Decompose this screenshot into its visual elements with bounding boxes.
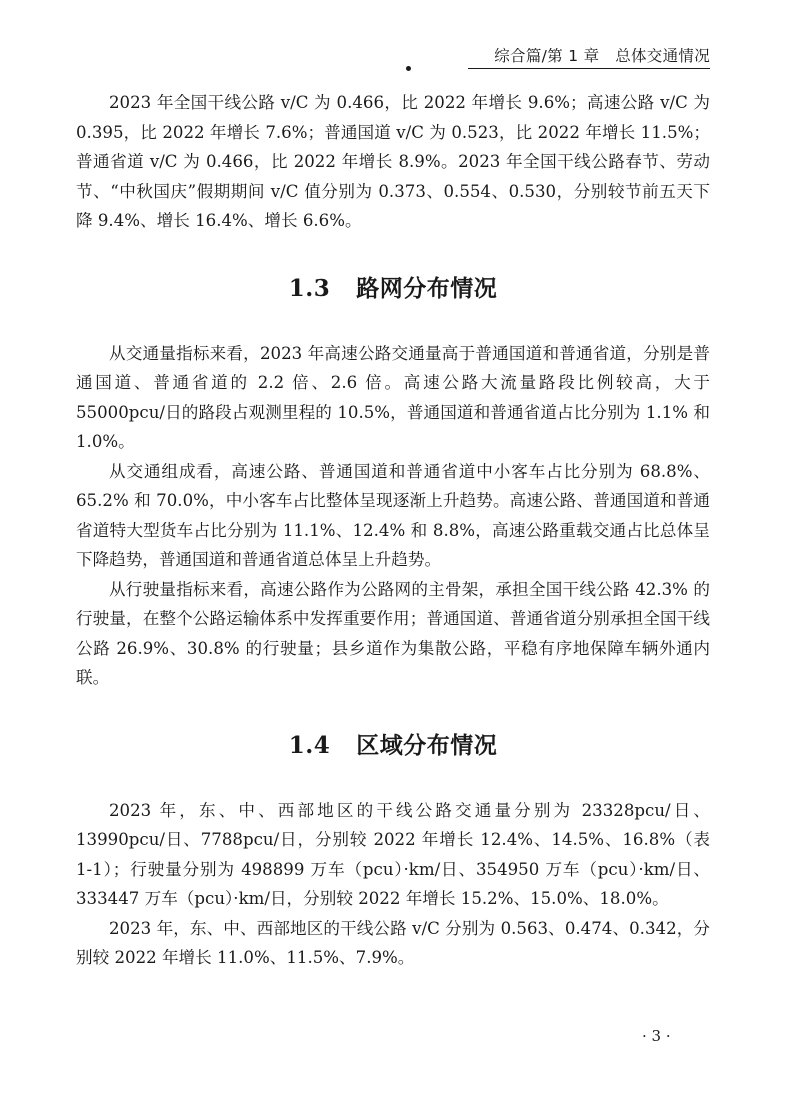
section-heading-1-3 xyxy=(76,270,710,303)
section-title: 区域分布情况 xyxy=(356,732,498,759)
page-number: · 3 · xyxy=(642,1027,671,1045)
paragraph: 从交通量指标来看，2023 年高速公路交通量高于普通国道和普通省道，分别是普通国道、普通省道的 2.2 倍、2.6 倍。高速公路大流量路段比例较高，大于 55000pcu/日的路段占观测里程的 10.5%，普通国道和普通省道占比分别为 1.1% 和 1.0%。 xyxy=(76,343,710,451)
section-title: 路网分布情况 xyxy=(356,275,498,302)
header-rule xyxy=(468,68,710,69)
section-number: 1.3 xyxy=(288,274,331,302)
page-body xyxy=(76,88,710,973)
section-number: 1.4 xyxy=(288,731,331,759)
section-heading-1-4 xyxy=(76,727,710,760)
header-bullet-icon xyxy=(406,66,411,71)
paragraph: 2023 年，东、中、西部地区的干线公路 v/C 分别为 0.563、0.474、0.342，分别较 2022 年增长 11.0%、11.5%、7.9%。 xyxy=(76,918,710,967)
intro-paragraph: 2023 年全国干线公路 v/C 为 0.466，比 2022 年增长 9.6%；高速公路 v/C 为 0.395，比 2022 年增长 7.6%；普通国道 v/C 为 0.523，比 2022 年增长 11.5%；普通省道 v/C 为 0.466，比 2022 年增长 8.9%。2023 年全国干线公路春节、劳动节、“中秋国庆”假期期间 v/C 值分别为 0.373、0.554、0.530，分别较节前五天下降 9.4%、增长 16.4%、增长 6.6%。 xyxy=(76,93,710,230)
running-header-title: 综合篇/第 1 章 总体交通情况 xyxy=(494,47,710,65)
paragraph: 从行驶量指标来看，高速公路作为公路网的主骨架，承担全国干线公路 42.3% 的行驶量，在整个公路运输体系中发挥重要作用；普通国道、普通省道分别承担全国干线公路 26.9%、30.8% 的行驶量；县乡道作为集散公路，平稳有序地保障车辆外通内联。 xyxy=(76,579,710,687)
paragraph: 从交通组成看，高速公路、普通国道和普通省道中小客车占比分别为 68.8%、65.2% 和 70.0%，中小客车占比整体呈现逐渐上升趋势。高速公路、普通国道和普通省道特大型货车占比分别为 11.1%、12.4% 和 8.8%，高速公路重载交通占比总体呈下降趋势，普通国道和普通省道总体呈上升趋势。 xyxy=(76,461,710,569)
running-header xyxy=(406,42,710,70)
paragraph: 2023 年，东、中、西部地区的干线公路交通量分别为 23328pcu/日、13990pcu/日、7788pcu/日，分别较 2022 年增长 12.4%、14.5%、16.8%（表 1-1）；行驶量分别为 498899 万车（pcu）·km/日、354950 万车（pcu）·km/日、333447 万车（pcu）·km/日，分别较 2022 年增长 15.2%、15.0%、18.0%。 xyxy=(76,800,710,908)
